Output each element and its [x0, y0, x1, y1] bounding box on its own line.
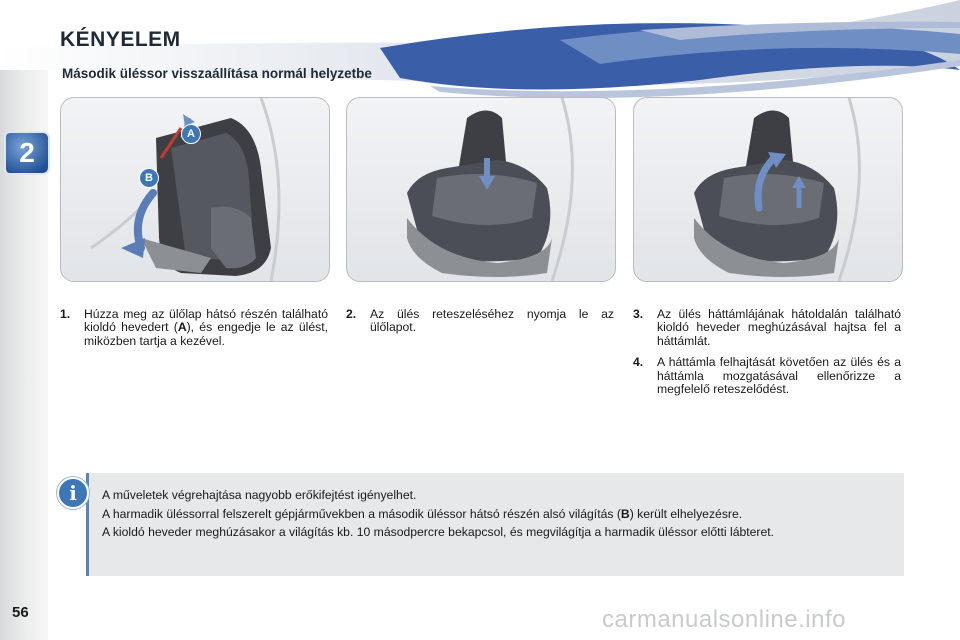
- chapter-title: KÉNYELEM: [60, 28, 181, 51]
- info-text: [102, 489, 892, 545]
- step-text: Az ülés háttámlájának hátoldalán található kioldó heveder meghúzásával hajtsa fel a háttámlát.: [657, 307, 901, 348]
- step-number: 4.: [633, 355, 644, 370]
- illustration-backrest-raise: [633, 97, 903, 282]
- watermark: carmanualsonline.info: [602, 606, 846, 633]
- steps-column-3: [633, 308, 901, 404]
- section-title: Második üléssor visszaállítása normál helyzetbe: [62, 66, 372, 81]
- illustration-seat-release: [60, 97, 330, 282]
- info-line-3: A kioldó heveder meghúzásakor a világítás kb. 10 másodpercre bekapcsol, és megvilágítja a harmadik üléssor előtti lábteret.: [102, 525, 775, 540]
- step-text: Az ülés reteszeléséhez nyomja le az ülőlapot.: [370, 307, 614, 335]
- info-icon: i: [57, 477, 89, 509]
- info-line-1: A műveletek végrehajtása nagyobb erőkifejtést igényelhet.: [102, 488, 417, 502]
- steps-column-2: [346, 308, 614, 343]
- illustration-seat-lock: [346, 97, 616, 282]
- chapter-tab[interactable]: [2, 128, 52, 178]
- step-item: [346, 308, 614, 335]
- backrest-raise-illustration-icon: [634, 98, 902, 281]
- step-number: 2.: [346, 307, 357, 321]
- step-number: 3.: [633, 307, 644, 321]
- step-number: 1.: [60, 307, 71, 321]
- step-item: [60, 308, 328, 348]
- step-text: A háttámla felhajtását követően az ülés és a háttámla mozgatásával ellenőrizze a megfelelő reteszelődést.: [657, 355, 901, 397]
- steps-column-1: [60, 308, 328, 356]
- chapter-tab-number: 2: [19, 137, 35, 168]
- page-number: 56: [12, 604, 29, 621]
- callout-b: B: [139, 168, 159, 188]
- step-item: [633, 308, 901, 348]
- info-line-2: A harmadik üléssorral felszerelt gépjárművekben a második üléssor hátsó részén alsó világítás (B) került elhelyezésre.: [102, 506, 743, 521]
- seat-lock-illustration-icon: [347, 98, 615, 281]
- step-text: Húzza meg az ülőlap hátsó részén található kioldó hevedert (A), és engedje le az ülést, miközben tartja a kezével.: [84, 307, 328, 348]
- step-item: [633, 356, 901, 396]
- callout-a: A: [181, 124, 201, 144]
